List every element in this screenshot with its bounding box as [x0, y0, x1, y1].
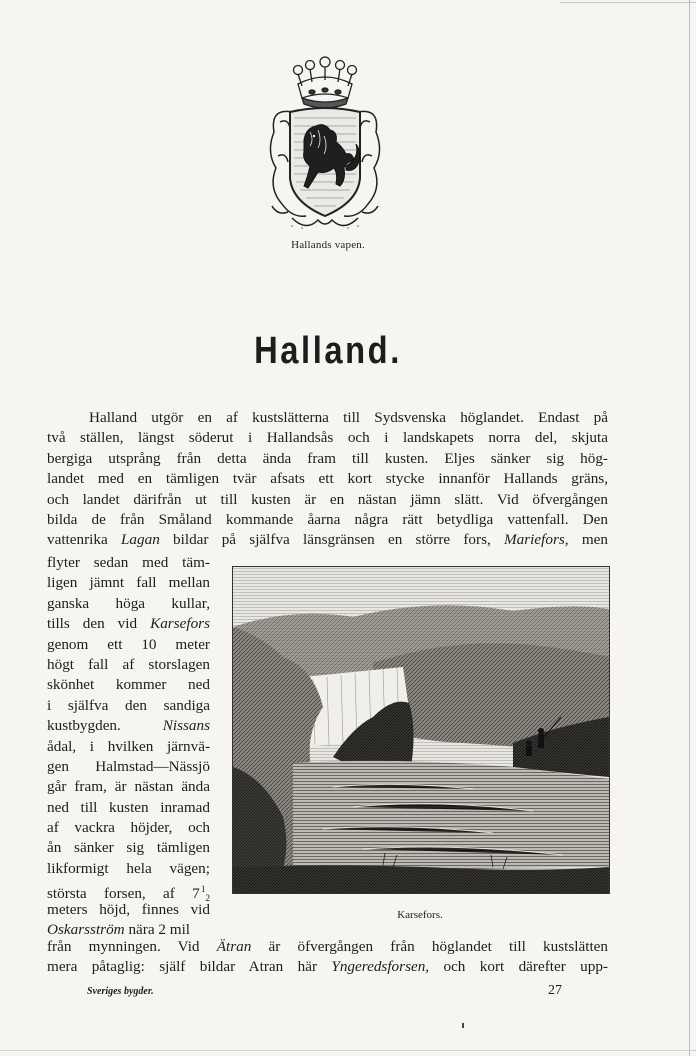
text-segment: från mynningen. Vid	[47, 938, 217, 955]
text-line: i själfva den sandiga	[47, 696, 210, 714]
text-line: bilda de från Småland kommande åarna några rätt betydliga vattenfall. Den	[47, 510, 608, 528]
text-line: går fram, är nästan ända	[47, 778, 210, 796]
print-speck	[462, 1023, 464, 1028]
karsefors-engraving	[232, 566, 610, 894]
text-line: skönhet kommer ned	[47, 676, 210, 694]
text-line: flyter sedan med täm-	[47, 554, 210, 571]
text-line: af vackra höjder, och	[47, 819, 210, 837]
text-line: Halland utgör en af kustslätterna till Sydsvenska höglandet. Endast på	[89, 409, 608, 426]
text-segment: mera påtaglig: själf bildar Atran här	[47, 958, 332, 976]
text-line	[47, 937, 608, 957]
text-segment: största forsen, af 7	[47, 885, 200, 903]
fraction-numerator: 1	[201, 884, 206, 895]
place-name-yngeredsforsen: Yngeredsforsen,	[331, 958, 430, 976]
text-line: landet med en tämligen tvär afsats ett kort stycke innanför Hallands gräns,	[47, 470, 608, 488]
text-line	[47, 530, 608, 550]
page-edge-top	[560, 2, 696, 3]
text-line	[47, 716, 210, 736]
place-name-mariefors: Mariefors,	[504, 531, 569, 549]
text-line: bergiga utsprång från detta ända fram till kusten. Eljes sänker sig hög-	[47, 449, 608, 467]
place-name-nissans: Nissans	[162, 717, 210, 735]
text-line: likformigt hela vägen;	[47, 859, 210, 877]
text-segment: nära 2 mil	[124, 921, 191, 939]
text-segment: är öfvergången från höglandet till kustslätten	[251, 938, 608, 955]
footer-book-title: Sveriges bygder.	[87, 986, 154, 997]
fraction-denominator: 2	[205, 893, 210, 904]
text-segment: men	[568, 531, 608, 549]
page-number: 27	[548, 983, 562, 998]
narrow-column-text	[47, 553, 210, 940]
place-name-atran: Ätran	[216, 938, 252, 955]
text-line: högt fall af storslagen	[47, 655, 210, 673]
text-segment: och kort därefter upp-	[429, 958, 608, 976]
text-line: och landet därifrån ut till kusten är en nästan jämn slätt. Vid öfvergången	[47, 490, 608, 508]
text-line: ligen jämnt fall mellan	[47, 574, 210, 592]
coat-of-arms-caption: Hallands vapen.	[291, 239, 365, 251]
text-line: två ställen, längst söderut i Hallandsås och i landskapets norra del, skjuta	[47, 429, 608, 447]
coat-of-arms-illustration	[262, 56, 388, 234]
text-segment: bildar på själfva länsgränsen en större fors,	[159, 531, 505, 549]
text-segment: kustbygden.	[47, 717, 163, 735]
text-line: genom ett 10 meter	[47, 635, 210, 653]
text-line	[47, 957, 608, 977]
text-line: ganska höga kullar,	[47, 594, 210, 612]
text-line: meters höjd, finnes vid	[47, 900, 210, 918]
coat-of-arms-drawing	[262, 56, 388, 234]
text-line: ådal, i hvilken järnvä-	[47, 737, 210, 755]
text-line: ån sänker sig tämligen	[47, 839, 210, 857]
place-name-karsefors: Karsefors	[150, 615, 210, 633]
page-edge-bottom	[0, 1050, 696, 1051]
text-line: gen Halmstad—Nässjö	[47, 757, 210, 775]
text-segment: vattenrika	[47, 531, 121, 549]
place-name-lagan: Lagan	[120, 531, 160, 549]
place-name-oskarsstrom: Oskarsström	[47, 921, 125, 939]
karsefors-engraving-drawing	[233, 567, 609, 893]
text-line	[47, 879, 210, 904]
text-line	[47, 614, 210, 634]
closing-paragraph	[47, 937, 608, 978]
page-title: Halland.	[254, 330, 402, 372]
intro-paragraph	[47, 408, 608, 551]
text-line: ned till kusten inramad	[47, 798, 210, 816]
page-edge-right	[689, 0, 690, 1056]
text-segment: tills den vid	[47, 615, 151, 633]
figure-caption: Karsefors.	[397, 909, 443, 921]
